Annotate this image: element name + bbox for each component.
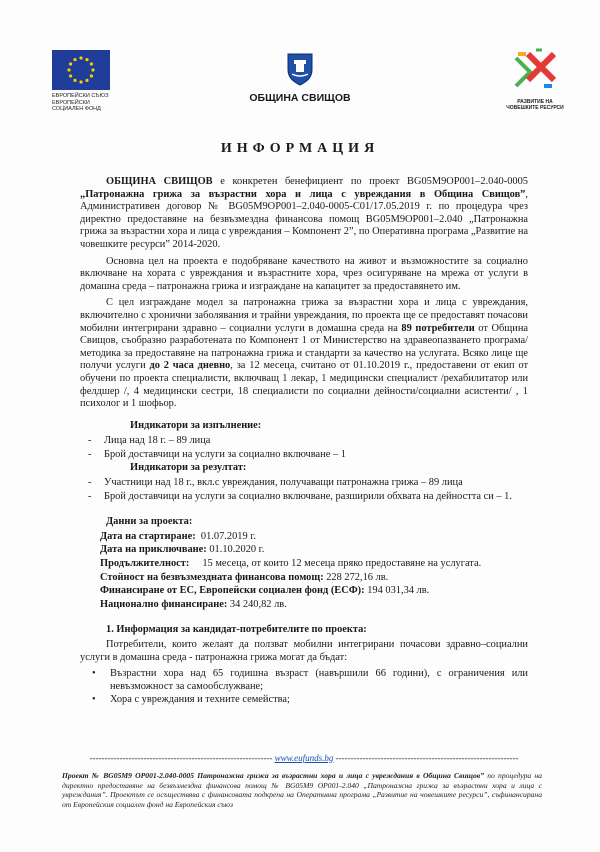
daily-hours: до 2 часа дневно xyxy=(149,360,231,372)
end-date-label: Дата на приключване: xyxy=(100,544,207,556)
goal-paragraph: Основна цел на проекта е подобряване качеството на живот и възможностите за социално включване на хората с увреждания и възрастните хора, чрез осигуряване на мрежа от услуги в домашна среда – патронажна грижа и изграждане на капацитет за предоставянето им. xyxy=(80,255,528,292)
duration-value: 15 месеца, от които 12 месеца пряко предоставяне на услугата. xyxy=(202,558,482,570)
hr-caption: РАЗВИТИЕ НА ЧОВЕШКИТЕ РЕСУРСИ xyxy=(506,99,564,111)
section-1-heading: 1. Информация за кандидат-потребителите по проекта: xyxy=(106,624,367,636)
list-item: • Възрастни хора над 65 годишна възраст (навършили 66 години), с ограничения или невъзможност за самообслужване; xyxy=(80,668,528,693)
model-text-1: С цел изграждане модел за патронажна грижа за възрастни хора и лица с увреждания, включително с хронични заболявания и трайни увреждания, по проекта ще се предоставят почасови мобилни интегрирани здравно – социални услуги в домашна среда на xyxy=(80,297,528,334)
eu-caption: ЕВРОПЕЙСКИ СЪЮЗ ЕВРОПЕЙСКИ СОЦИАЛЕН ФОНД xyxy=(52,93,109,112)
eu-social-fund-logo xyxy=(52,50,112,113)
beneficiary-name: ОБЩИНА СВИЩОВ xyxy=(106,176,213,187)
footer-note xyxy=(62,771,542,809)
footer-dashes-left: ------------------------------------------------------------- xyxy=(89,753,273,763)
footer-rule xyxy=(80,753,528,763)
eu-funding-label: Финансиране от ЕС, Европейски социален фонд (ЕСФ): xyxy=(100,585,365,597)
list-item: - Брой доставчици на услуги за социално включване, разширили обхвата на дейността си – 1. xyxy=(80,491,528,504)
end-date-value: 01.10.2020 г. xyxy=(209,544,265,556)
model-text-2: от Община Свищов, съобразно разработената по Компонент 1 от Министерство на здравеопазването програма/методика за предоставяне на патронажна грижа и стандарти за качество на услугата. Всяко лице ще получи услуги xyxy=(80,322,528,372)
indicators-execution-heading: Индикатори за изпълнение: xyxy=(130,419,262,431)
indicators-result-heading: Индикатори за резултат: xyxy=(130,462,247,474)
eu-funding-line xyxy=(100,585,528,598)
section-1-bullets xyxy=(80,668,528,707)
start-date-label: Дата на стартиране: xyxy=(100,530,196,542)
end-date-line xyxy=(100,544,528,557)
list-item: - Лица над 18 г. – 89 лица xyxy=(80,435,528,448)
section-1-intro: Потребители, които желаят да ползват мобилни интегрирани почасови здравно–социални услуги в домашна среда - патронажна грижа могат да бъдат: xyxy=(80,639,528,663)
contract-text: , Административен договор № BG05M9OP001–2.040-0005-C01/17.05.2019 г. по процедура чрез директно предоставяне на безвъзмездна финансова помощ BG05M9OP001–2.040 „Патронажна грижа за възрастни хора и лица с увреждания – Компонент 2”, по Оперативна програма „Развитие на човешките ресурси” 2014-2020. xyxy=(80,188,528,250)
eu-funding-value: 194 031,34 лв. xyxy=(367,585,430,597)
footer-project-title: Проект № BG05M9 OP001-2.040-0005 Патронажна грижа за възрастни хора и лица с увреждания в Община Свищов” xyxy=(62,771,484,780)
footer-dashes-right: ------------------------------------------------------------- xyxy=(335,753,519,763)
grant-value: 228 272,16 лв. xyxy=(326,571,389,583)
national-funding-value: 34 240,82 лв. xyxy=(229,598,287,610)
list-item: • Хора с увреждания и техните семейства; xyxy=(80,694,528,707)
municipality-crest-icon xyxy=(286,52,314,86)
start-date-line xyxy=(100,531,528,544)
grant-line xyxy=(100,572,528,585)
duration-label: Продължителност: xyxy=(100,558,190,570)
list-item: - Брой доставчици на услуги за социално включване – 1 xyxy=(80,449,528,462)
start-date-value: 01.07.2019 г. xyxy=(200,530,256,542)
model-text-3: , за 12 месеца, считано от 01.10.2019 г., предоставени от екип от обучени по проекта специалисти, включващ 1 лекар, 1 медицински специалист /рехабилитатор или фелдшер /, 4 медицински сестри, 18 специалисти по социални дейности/социални асистенти/ , 1 психолог и 1 шофьор. xyxy=(80,360,528,410)
document-title: ИНФОРМАЦИЯ xyxy=(220,141,380,156)
eufunds-link[interactable]: www.eufunds.bg xyxy=(274,753,334,763)
list-item: - Участници над 18 г., вкл.с увреждания, получаващи патронажна грижа – 89 лица xyxy=(80,477,528,490)
hr-development-logo xyxy=(500,48,570,111)
indicators-execution-list xyxy=(80,435,528,461)
intro-paragraph xyxy=(80,176,528,252)
national-funding-line xyxy=(100,599,528,612)
national-funding-label: Национално финансиране: xyxy=(100,598,228,610)
eu-flag-icon xyxy=(52,50,110,90)
grant-label: Стойност на безвъзмездната финансова помощ: xyxy=(100,571,324,583)
footer-note-text: по процедура на директно предоставяне на безвъзмездна финансова помощ № BG05M9 OP001-2.040 „Патронажна грижа за възрастни хора и лица с увреждания”. Проектът се осъществява с финансовата подкрепа на Оперативна програма „Развитие на човешките ресурси”, съфинансирана от Европейския социален фонд на Европейския съюз xyxy=(62,771,542,809)
document-body xyxy=(80,176,528,708)
users-count: 89 потребители xyxy=(401,322,475,334)
indicators-result-list xyxy=(80,477,528,503)
hr-program-icon xyxy=(500,48,570,92)
municipality-name: ОБЩИНА СВИЩОВ xyxy=(249,92,351,104)
beneficiary-text: е конкретен бенефициент по проект BG05M9OP001–2.040-0005 xyxy=(212,176,528,187)
model-paragraph xyxy=(80,297,528,410)
project-name: „Патронажна грижа за възрастни хора и лица с увреждания в Община Свищов” xyxy=(80,188,526,200)
project-data-heading: Данни за проекта: xyxy=(106,516,193,528)
duration-line xyxy=(100,558,528,571)
